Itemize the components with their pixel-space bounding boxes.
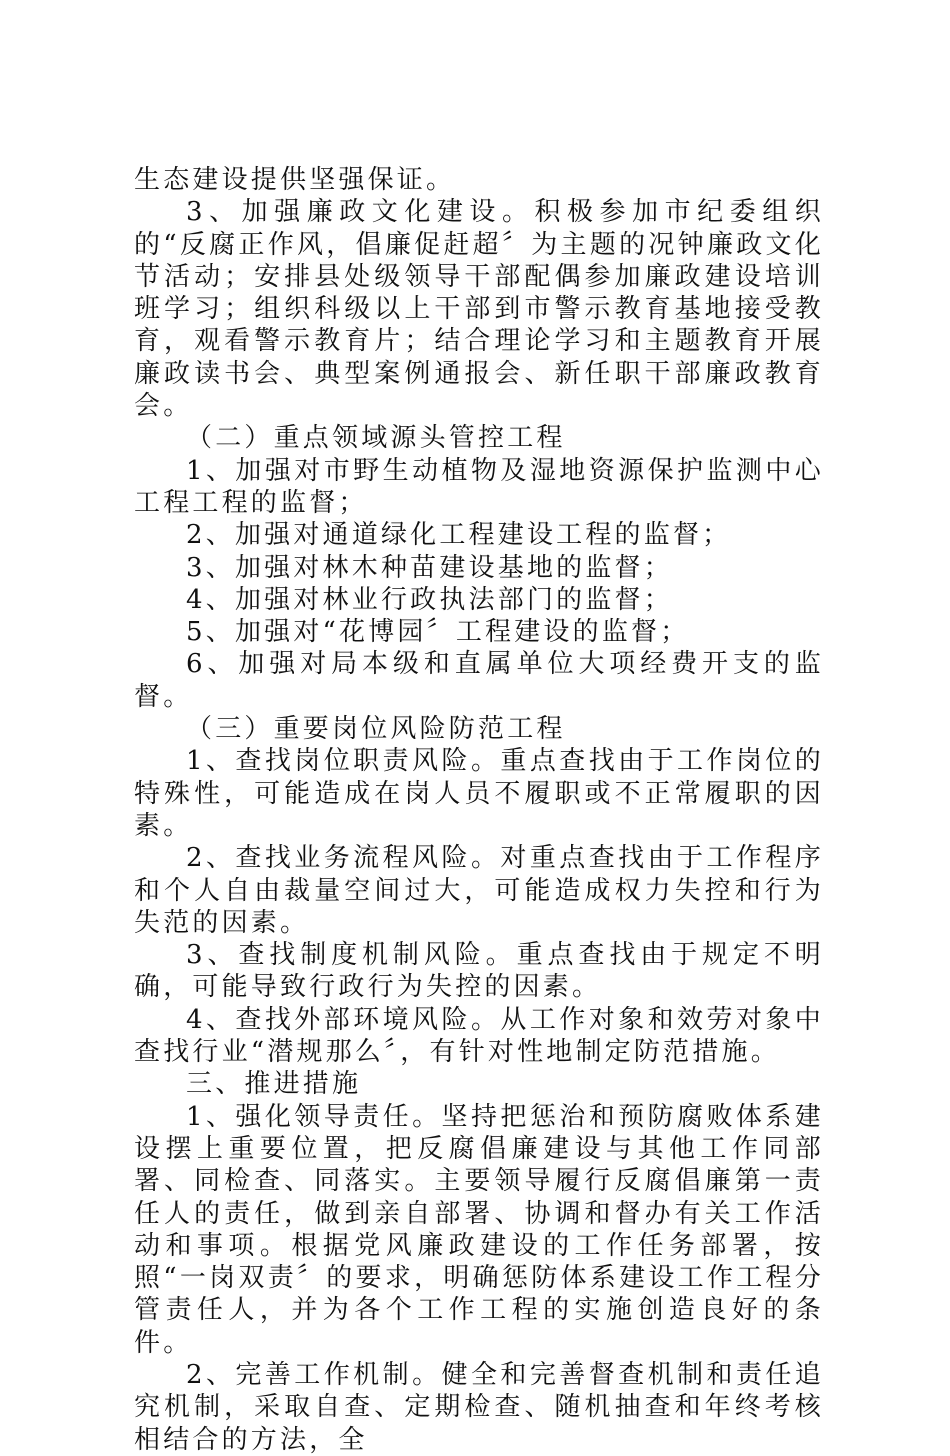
list-item-supervision-5: 5、加强对“花博园〞工程建设的监督； — [186, 617, 690, 648]
section-heading-measures: 三、推进措施 — [186, 1069, 362, 1100]
document-body — [134, 164, 824, 1456]
paragraph-culture-building: 3、加强廉政文化建设。积极参加市纪委组织的“反腐正作风，倡廉促赶超〞为主题的况钟廉政文化节活动；安排县处级领导干部配偶参加廉政建设培训班学习；组织科级以上干部到市警示教育基地接受教育，观看警示教育片；结合理论学习和主题教育开展廉政读书会、典型案例通报会、新任职干部廉政教育会。 — [134, 197, 824, 422]
list-item-risk-3: 3、查找制度机制风险。重点查找由于规定不明确，可能导致行政行为失控的因素。 — [134, 940, 824, 1003]
section-heading-key-areas: （二）重点领域源头管控工程 — [186, 423, 566, 454]
list-item-supervision-6: 6、加强对局本级和直属单位大项经费开支的监督。 — [134, 649, 824, 712]
list-item-risk-2: 2、查找业务流程风险。对重点查找由于工作程序和个人自由裁量空间过大，可能造成权力失控和行为失范的因素。 — [134, 843, 824, 938]
section-heading-risk-prevention: （三）重要岗位风险防范工程 — [186, 714, 566, 745]
list-item-risk-4: 4、查找外部环境风险。从工作对象和效劳对象中查找行业“潜规那么〞，有针对性地制定防范措施。 — [134, 1004, 824, 1068]
list-item-risk-1: 1、查找岗位职责风险。重点查找由于工作岗位的特殊性，可能造成在岗人员不履职或不正常履职的因素。 — [134, 746, 824, 841]
list-item-measure-2: 2、完善工作机制。健全和完善督查机制和责任追究机制，采取自查、定期检查、随机抽查和年终考核相结合的方法，全 — [134, 1359, 824, 1455]
list-item-supervision-4: 4、加强对林业行政执法部门的监督； — [186, 584, 673, 615]
paragraph-continuation: 生态建设提供坚强保证。 — [134, 165, 456, 195]
list-item-supervision-1: 1、加强对市野生动植物及湿地资源保护监测中心工程工程的监督； — [134, 455, 824, 518]
list-item-supervision-3: 3、加强对林木种苗建设基地的监督； — [186, 552, 673, 583]
list-item-measure-1: 1、强化领导责任。坚持把惩治和预防腐败体系建设摆上重要位置，把反腐倡廉建设与其他工作同部署、同检查、同落实。主要领导履行反腐倡廉第一责任人的责任，做到亲自部署、协调和督办有关工作活动和事项。根据党风廉政建设的工作任务部署，按照“一岗双责〞的要求，明确惩防体系建设工作工程分管责任人，并为各个工作工程的实施创造良好的条件。 — [134, 1101, 824, 1358]
list-item-supervision-2: 2、加强对通道绿化工程建设工程的监督； — [186, 520, 732, 551]
